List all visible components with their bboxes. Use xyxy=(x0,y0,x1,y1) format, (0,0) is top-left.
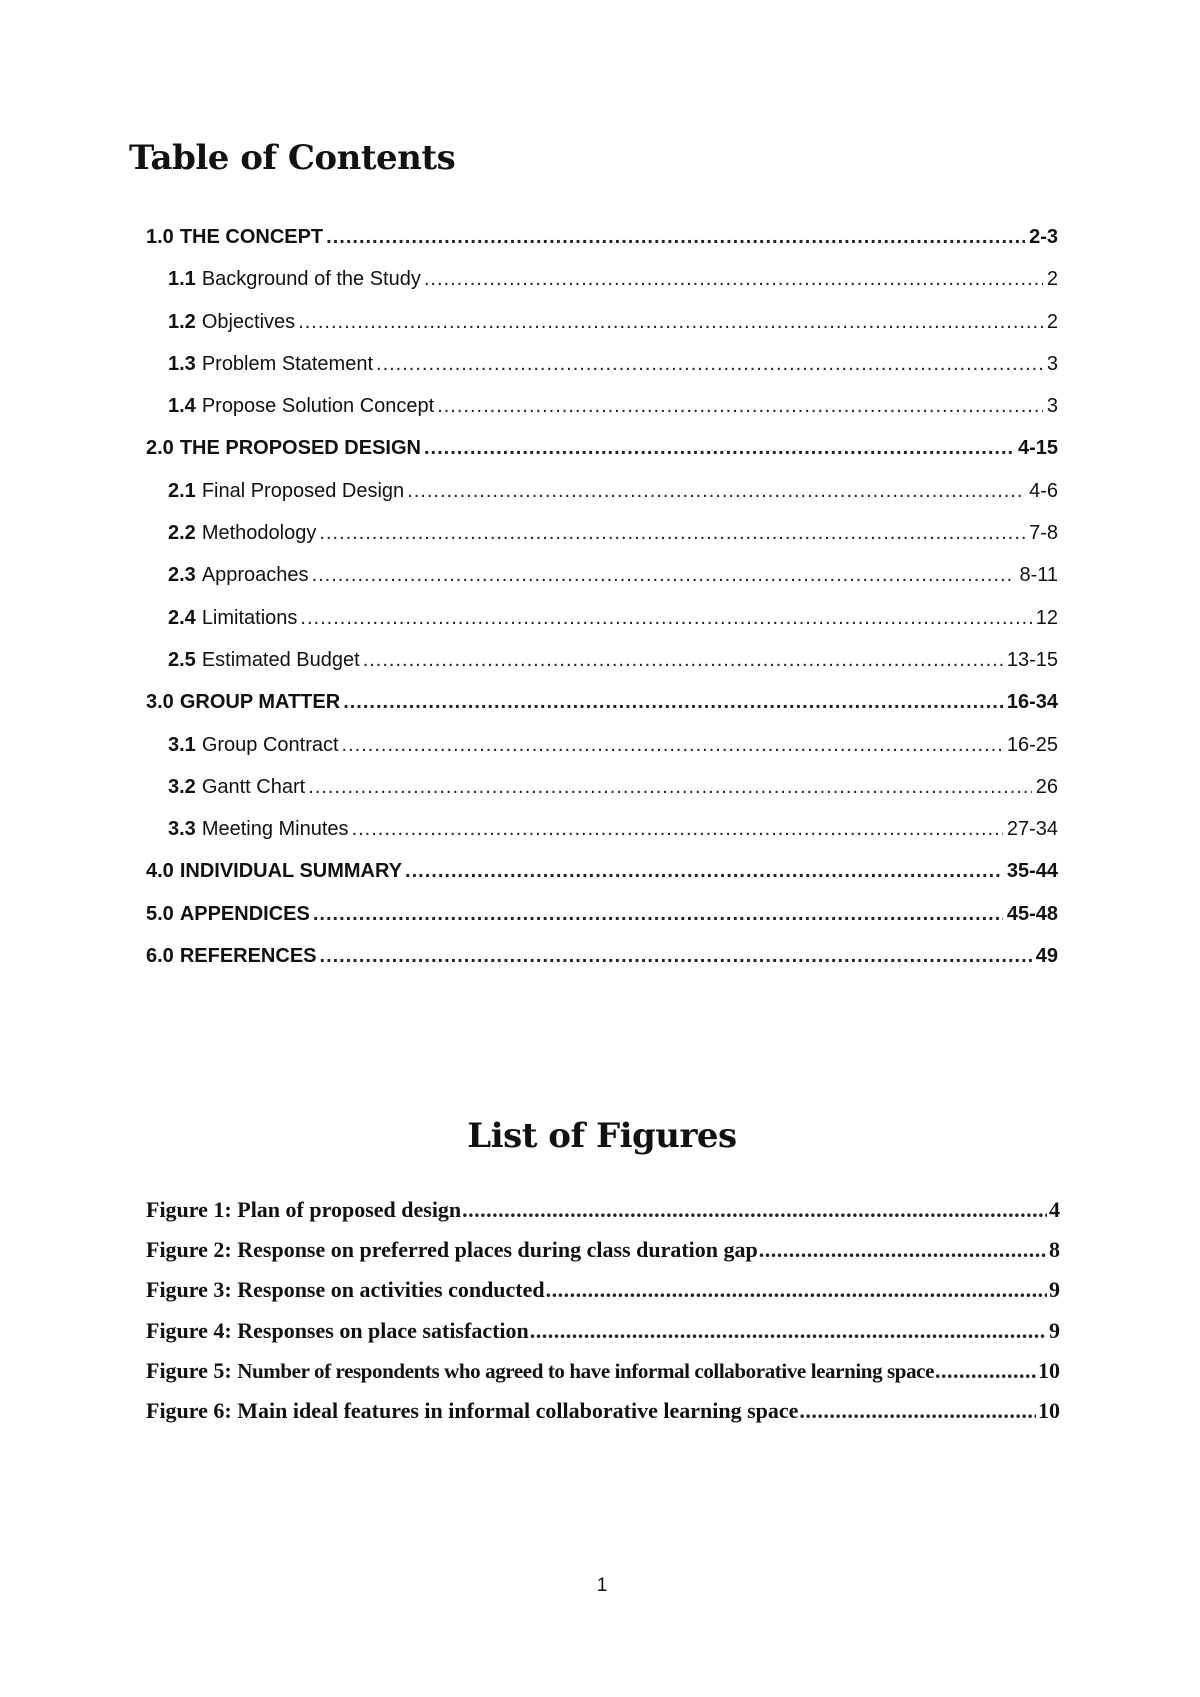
figure-label: Figure 2: xyxy=(146,1237,232,1263)
figure-caption: Number of respondents who agreed to have informal collaborative learning space xyxy=(237,1358,935,1383)
dot-leader xyxy=(319,522,1025,545)
figure-page: 8 xyxy=(1049,1237,1060,1263)
toc-entry-number: 5.0 xyxy=(146,902,174,925)
toc-entry[interactable] xyxy=(146,734,1058,776)
figure-entry[interactable] xyxy=(146,1277,1060,1317)
toc-entry-number: 2.0 xyxy=(146,437,174,460)
toc-entry[interactable] xyxy=(146,522,1058,564)
toc-entry[interactable] xyxy=(146,903,1058,945)
toc-entry-page: 3 xyxy=(1046,395,1058,418)
toc-entry-label: REFERENCES xyxy=(179,945,317,968)
toc-entry-number: 4.0 xyxy=(146,860,174,883)
toc-entry[interactable] xyxy=(146,691,1058,733)
toc-entry[interactable] xyxy=(146,607,1058,649)
figure-entry[interactable] xyxy=(146,1318,1060,1358)
dot-leader xyxy=(462,1197,1047,1223)
toc-entry-label: APPENDICES xyxy=(179,902,310,925)
dot-leader xyxy=(300,607,1031,630)
toc-entry-page: 45-48 xyxy=(1006,902,1058,925)
toc-entry-number: 1.2 xyxy=(168,310,196,333)
toc-entry-page: 26 xyxy=(1035,775,1058,798)
dot-leader xyxy=(376,353,1043,376)
toc-entry-page: 3 xyxy=(1046,352,1058,375)
toc-entry[interactable] xyxy=(146,860,1058,902)
figure-label: Figure 6: xyxy=(146,1397,232,1423)
page-number: 1 xyxy=(596,1575,608,1596)
toc-entry[interactable] xyxy=(146,226,1058,268)
toc-entry-number: 2.5 xyxy=(168,648,196,671)
toc-entry[interactable] xyxy=(146,268,1058,310)
toc-entry-label: Methodology xyxy=(201,522,317,545)
dot-leader xyxy=(405,860,1003,883)
list-of-figures-title: List of Figures xyxy=(467,1116,737,1156)
toc-entry-page: 13-15 xyxy=(1006,648,1058,671)
toc-entry-page: 49 xyxy=(1035,945,1058,968)
list-of-figures xyxy=(146,1197,1060,1438)
toc-entry-number: 1.4 xyxy=(168,395,196,418)
dot-leader xyxy=(342,734,1003,757)
figure-entry[interactable] xyxy=(146,1358,1060,1398)
dot-leader xyxy=(312,564,1016,587)
toc-entry-label: Meeting Minutes xyxy=(201,818,349,841)
dot-leader xyxy=(437,395,1043,418)
dot-leader xyxy=(546,1277,1047,1303)
toc-entry-number: 2.4 xyxy=(168,606,196,629)
figure-page: 4 xyxy=(1049,1197,1060,1222)
toc-entry[interactable] xyxy=(146,776,1058,818)
figure-page: 10 xyxy=(1038,1397,1060,1423)
toc-entry-number: 2.1 xyxy=(168,479,196,502)
toc-entry-page: 16-25 xyxy=(1006,733,1058,756)
dot-leader xyxy=(313,903,1003,926)
toc-entry[interactable] xyxy=(146,649,1058,691)
dot-leader xyxy=(308,776,1032,799)
toc-entry-page: 2 xyxy=(1046,310,1058,333)
dot-leader xyxy=(424,268,1043,291)
toc-entry-label: Gantt Chart xyxy=(201,775,306,798)
toc-entry-label: INDIVIDUAL SUMMARY xyxy=(179,860,403,883)
figure-page: 9 xyxy=(1049,1277,1060,1303)
toc-entry-number: 1.0 xyxy=(146,226,174,248)
toc-entry-number: 1.1 xyxy=(168,268,196,291)
toc-entry-page: 4-6 xyxy=(1029,479,1058,502)
dot-leader xyxy=(530,1318,1047,1344)
figure-caption: Responses on place satisfaction xyxy=(237,1317,529,1343)
figure-label: Figure 1: xyxy=(146,1197,232,1222)
toc-entry-page: 7-8 xyxy=(1029,522,1058,545)
figure-entry[interactable] xyxy=(146,1398,1060,1438)
toc-entry-number: 3.1 xyxy=(168,733,196,756)
toc-entry-number: 3.3 xyxy=(168,818,196,841)
toc-entry-label: Approaches xyxy=(201,564,309,587)
dot-leader xyxy=(320,945,1032,968)
dot-leader xyxy=(935,1358,1036,1384)
toc-entry-label: Final Proposed Design xyxy=(201,479,405,502)
figure-label: Figure 5: xyxy=(146,1357,232,1383)
toc-entry-number: 2.2 xyxy=(168,522,196,545)
toc-entry-page: 16-34 xyxy=(1006,691,1058,714)
dot-leader xyxy=(298,311,1043,334)
toc-entry[interactable] xyxy=(146,353,1058,395)
toc-entry-label: THE CONCEPT xyxy=(179,226,324,248)
figure-page: 9 xyxy=(1049,1317,1060,1343)
toc-entry-number: 3.0 xyxy=(146,691,174,714)
toc-title: Table of Contents xyxy=(129,138,456,178)
toc-entry-number: 6.0 xyxy=(146,945,174,968)
figure-caption: Response on activities conducted xyxy=(237,1277,545,1303)
dot-leader xyxy=(352,818,1003,841)
figure-page: 10 xyxy=(1038,1357,1060,1383)
dot-leader xyxy=(326,226,1025,249)
figure-caption: Main ideal features in informal collaborative learning space xyxy=(237,1397,799,1423)
toc-entry-label: THE PROPOSED DESIGN xyxy=(179,437,421,460)
toc-entry-page: 27-34 xyxy=(1006,818,1058,841)
toc-entry-label: Limitations xyxy=(201,606,298,629)
toc-entry-label: Group Contract xyxy=(201,733,339,756)
dot-leader xyxy=(424,437,1014,460)
figure-label: Figure 4: xyxy=(146,1317,232,1343)
toc-entry[interactable] xyxy=(146,945,1058,987)
toc-entry[interactable] xyxy=(146,480,1058,522)
toc-entry-page: 4-15 xyxy=(1017,437,1058,460)
toc-entry-number: 1.3 xyxy=(168,352,196,375)
toc-entry-page: 2 xyxy=(1046,268,1058,291)
toc-entry-label: Estimated Budget xyxy=(201,648,360,671)
dot-leader xyxy=(407,480,1025,503)
dot-leader xyxy=(759,1237,1047,1263)
toc-entry-page: 35-44 xyxy=(1006,860,1058,883)
toc-entry-page: 2-3 xyxy=(1029,226,1058,248)
toc-entry-number: 3.2 xyxy=(168,775,196,798)
toc-entry-number: 2.3 xyxy=(168,564,196,587)
toc-entry-label: Objectives xyxy=(201,310,296,333)
dot-leader xyxy=(363,649,1003,672)
toc-entry[interactable] xyxy=(146,564,1058,606)
figure-entry[interactable] xyxy=(146,1197,1060,1237)
toc-entry[interactable] xyxy=(146,437,1058,479)
toc-entry-label: GROUP MATTER xyxy=(179,691,341,714)
toc-entry[interactable] xyxy=(146,818,1058,860)
toc-entry[interactable] xyxy=(146,311,1058,353)
figure-label: Figure 3: xyxy=(146,1277,232,1303)
toc-entry-label: Background of the Study xyxy=(201,268,421,291)
toc-entry-page: 8-11 xyxy=(1019,564,1058,587)
dot-leader xyxy=(343,691,1003,714)
toc-entry[interactable] xyxy=(146,395,1058,437)
figure-caption: Plan of proposed design xyxy=(237,1197,462,1222)
toc-list xyxy=(146,226,1058,987)
toc-entry-page: 12 xyxy=(1035,606,1058,629)
dot-leader xyxy=(799,1398,1036,1424)
figure-caption: Response on preferred places during class duration gap xyxy=(237,1237,758,1263)
toc-entry-label: Problem Statement xyxy=(201,352,374,375)
toc-entry-label: Propose Solution Concept xyxy=(201,395,435,418)
figure-entry[interactable] xyxy=(146,1237,1060,1277)
